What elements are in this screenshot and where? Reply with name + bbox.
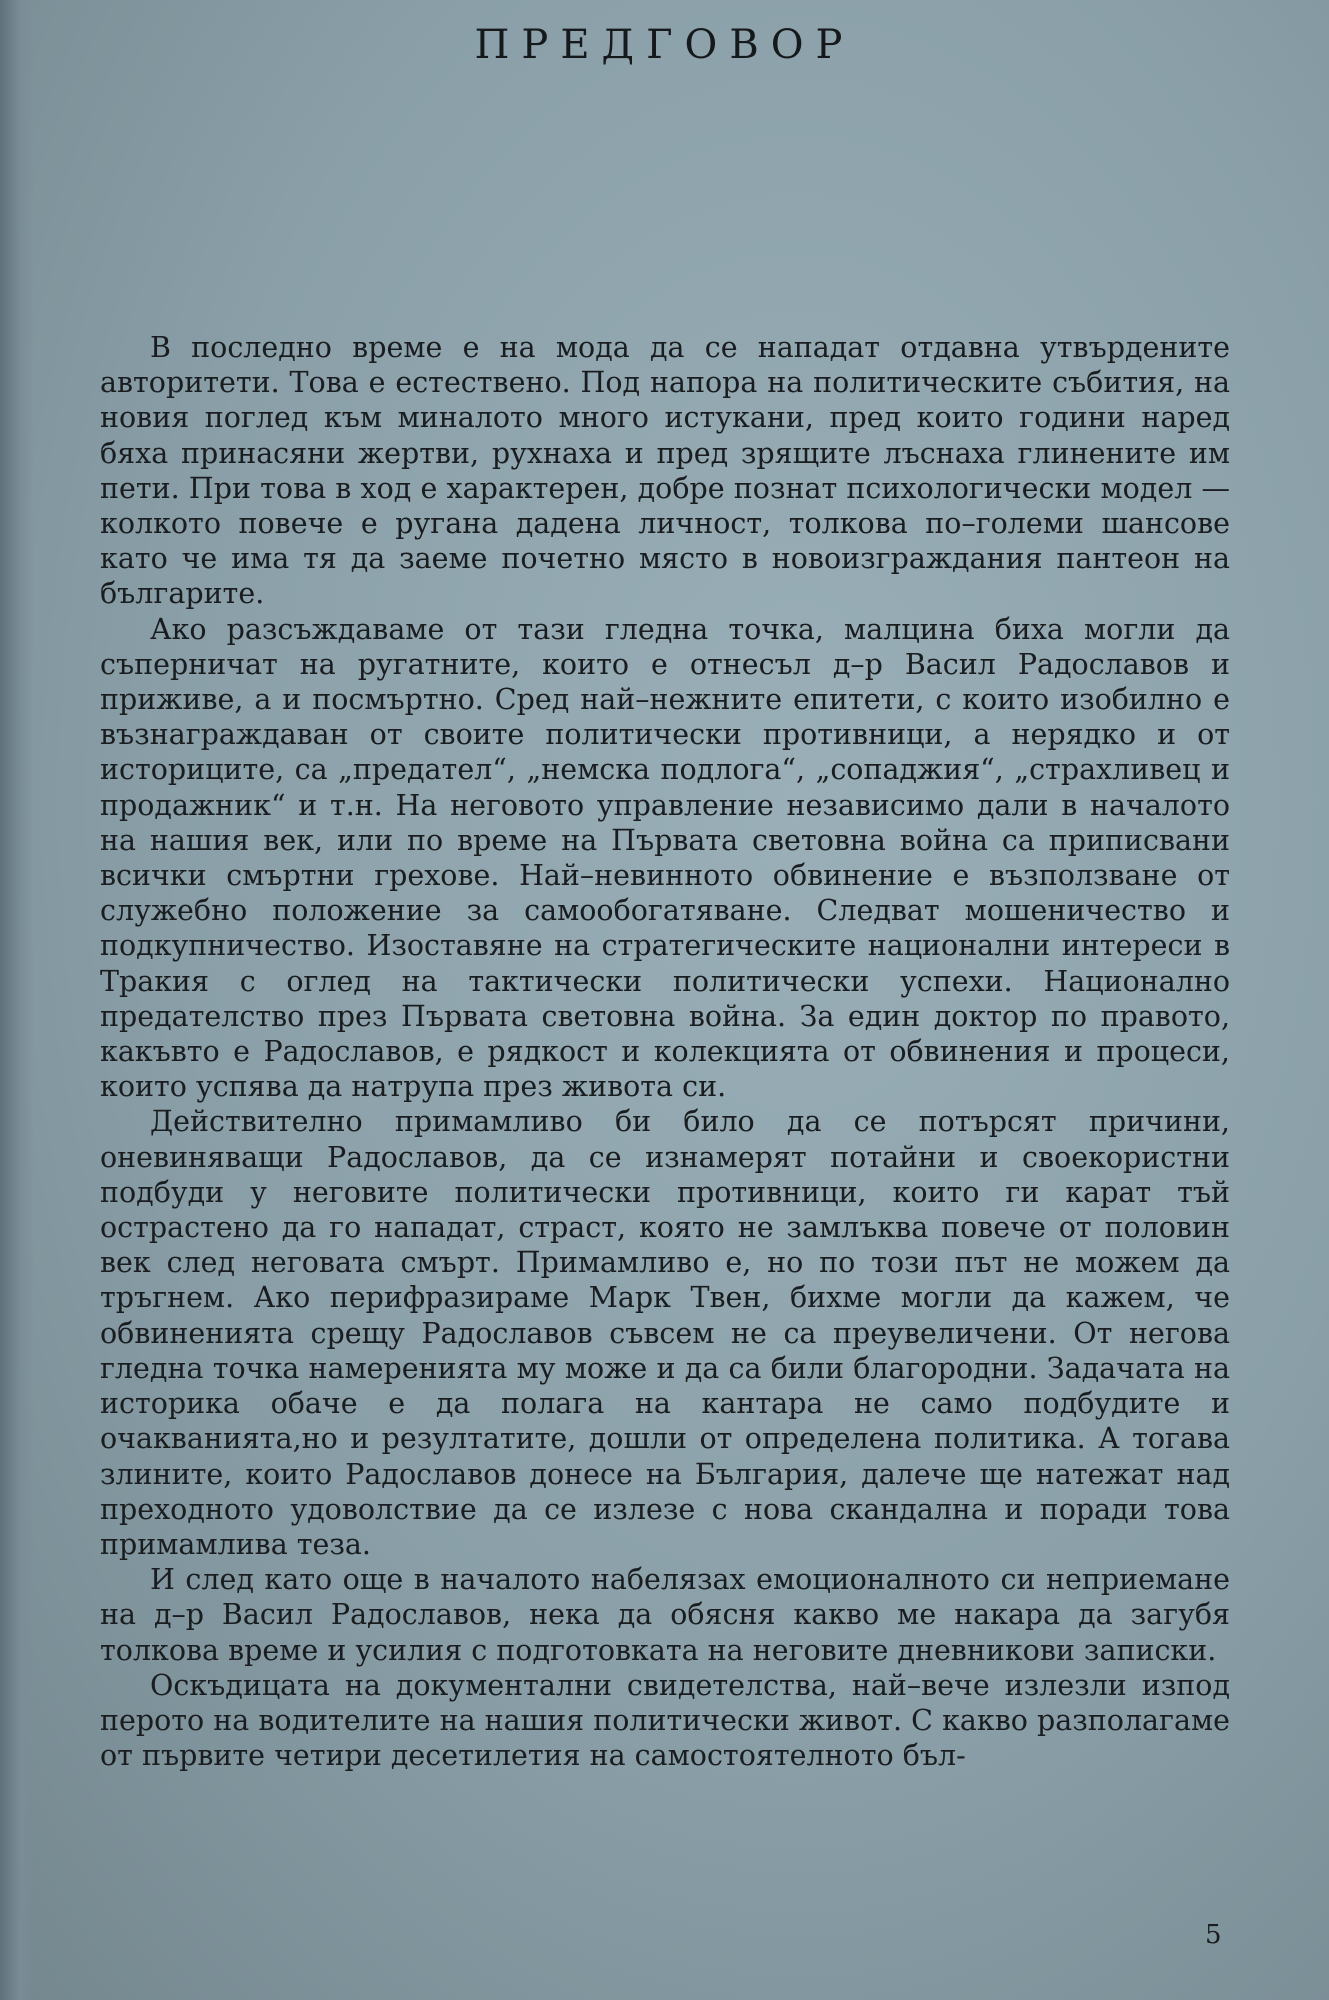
paragraph-2: Ако разсъждаваме от тази гледна точка, малцина биха могли да съперничат на ругатните, които е отнесъл д–р Васил Радославов и приживе, а и посмъртно. Сред най–нежните епитети, с които изобилно е възнаграждаван от своите политически противници, а нерядко и от историците, са „предател“, „немска подлога“, „сопаджия“, „страхливец и продажник“ и т.н. На неговото управление независимо дали в началото на нашия век, или по време на Първата световна война са приписвани всички смъртни грехове. Най–невинното обвинение е възползване от служебно положение за самообогатяване. Следват мошеничество и подкупничество. Изоставяне на стратегическите национални интереси в Тракия с оглед на тактически политически успехи. Национално предателство през Първата световна война. За един доктор по правото, какъвто е Радославов, е рядкост и колекцията от обвинения и процеси, които успява да натрупа през живота си. xyxy=(100,612,1230,1104)
preface-body xyxy=(100,330,1230,1773)
page-number: 5 xyxy=(1205,1920,1222,1950)
page-gutter-shadow xyxy=(0,0,34,2000)
paragraph-4: И след като още в началото набелязах емоционалното си неприемане на д–р Васил Радославов, нека да обясня какво ме накара да загубя толкова време и усилия с подготовката на неговите дневникови записки. xyxy=(100,1563,1230,1667)
paragraph-5: Оскъдицата на документални свидетелства, най–вече излезли изпод перото на водителите на нашия политически живот. С какво разполагаме от първите четири десетилетия на самостоятелното бъл- xyxy=(100,1668,1230,1773)
page-title: ПРЕДГОВОР xyxy=(474,22,855,68)
paragraph-1: В последно време е на мода да се нападат отдавна утвърдените авторитети. Това е естествено. Под напора на политическите събития, на новия поглед към миналото много истукани, пред които години наред бяха принасяни жертви, рухнаха и пред зрящите лъснаха глинените им пети. При това в ход е характерен, добре познат психологически модел — колкото повече е ругана дадена личност, толкова по–големи шансове като че има тя да заеме почетно място в новоизграждания пантеон на българите. xyxy=(100,331,1230,611)
paragraph-3: Действително примамливо би било да се потърсят причини, оневиняващи Радославов, да се изнамерят потайни и своекористни подбуди у неговите политически противници, които ги карат тъй острастено да го нападат, страст, която не замлъква повече от половин век след неговата смърт. Примамливо е, но по този път не можем да тръгнем. Ако перифразираме Марк Твен, бихме могли да кажем, че обвиненията срещу Радославов съвсем не са преувеличени. От негова гледна точка намеренията му може и да са били благородни. Задачата на историка обаче е да полага на кантара не само подбудите и очакванията,но и резултатите, дошли от определена политика. А тогава злините, които Радославов донесе на България, далече ще натежат над преходното удоволствие да се излезе с нова скандална и поради това примамлива теза. xyxy=(100,1105,1230,1561)
